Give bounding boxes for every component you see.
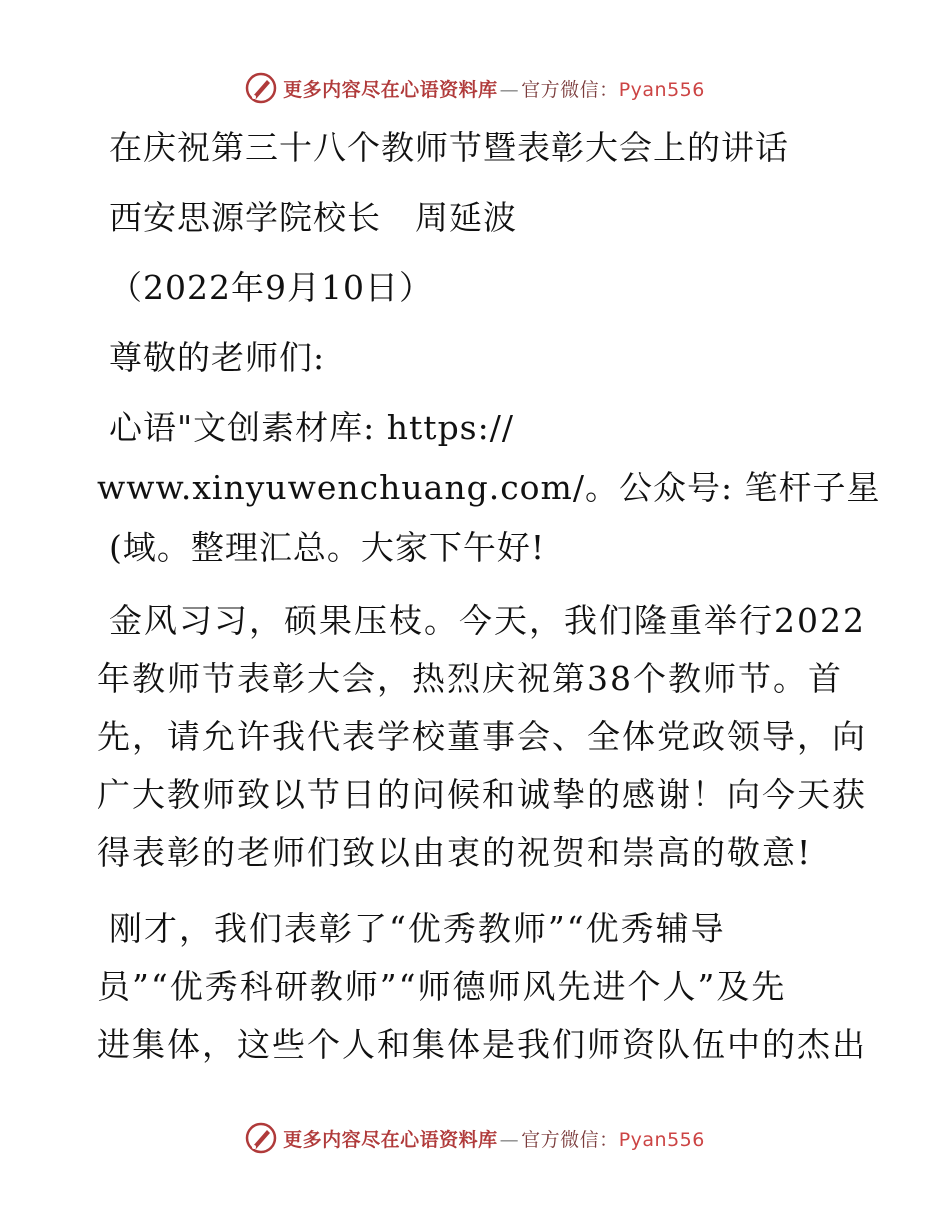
watermark-wechat-id: Pyan556 <box>618 78 705 101</box>
watermark-dash: — <box>499 1128 520 1151</box>
source-note <box>97 398 881 578</box>
paragraph-2-line: 进集体，这些个人和集体是我们师资队伍中的杰出 <box>97 1025 867 1064</box>
watermark-site-text: 更多内容尽在心语资料库 <box>283 1128 498 1151</box>
source-note-line-2: www.xinyuwenchuang.com/。公众号: 笔杆子星 <box>97 468 881 507</box>
pen-logo-icon <box>245 1122 277 1154</box>
paragraph-1-line: 年教师节表彰大会，热烈庆祝第38个教师节。首 <box>97 659 843 698</box>
pen-logo-icon <box>245 72 277 104</box>
paragraph-1-line: 金风习习，硕果压枝。今天，我们隆重举行2022 <box>109 601 866 640</box>
watermark-wechat-label: 官方微信： <box>521 1128 619 1151</box>
watermark-wechat-id: Pyan556 <box>618 1128 705 1151</box>
source-note-line-3: (域。整理汇总。大家下午好! <box>109 528 546 567</box>
watermark-text <box>283 75 705 102</box>
paragraph-1-line: 得表彰的老师们致以由衷的祝贺和崇高的敬意! <box>97 833 813 872</box>
paragraph-1-line: 广大教师致以节日的问候和诚挚的感谢！向今天获 <box>97 775 867 814</box>
document-date: （2022年9月10日） <box>109 268 433 307</box>
watermark-text <box>283 1125 705 1152</box>
source-note-line-1: 心语"文创素材库: https:// <box>109 408 514 447</box>
document-salutation: 尊敬的老师们: <box>109 338 326 377</box>
paragraph-1-line: 先，请允许我代表学校董事会、全体党政领导，向 <box>97 717 867 756</box>
paragraph-2-line: 刚才，我们表彰了“优秀教师”“优秀辅导 <box>109 909 726 948</box>
top-watermark-banner <box>0 72 950 104</box>
document-body <box>97 118 881 1082</box>
watermark-site-text: 更多内容尽在心语资料库 <box>283 78 498 101</box>
watermark-dash: — <box>499 78 520 101</box>
paragraph-2-line: 员”“优秀科研教师”“师德师风先进个人”及先 <box>97 967 787 1006</box>
paragraph-2 <box>97 900 867 1074</box>
document-title: 在庆祝第三十八个教师节暨表彰大会上的讲话 <box>109 128 789 167</box>
document-author: 西安思源学院校长 周延波 <box>109 198 517 237</box>
paragraph-1 <box>97 592 867 882</box>
watermark-wechat-label: 官方微信： <box>521 78 619 101</box>
bottom-watermark-banner <box>0 1122 950 1154</box>
